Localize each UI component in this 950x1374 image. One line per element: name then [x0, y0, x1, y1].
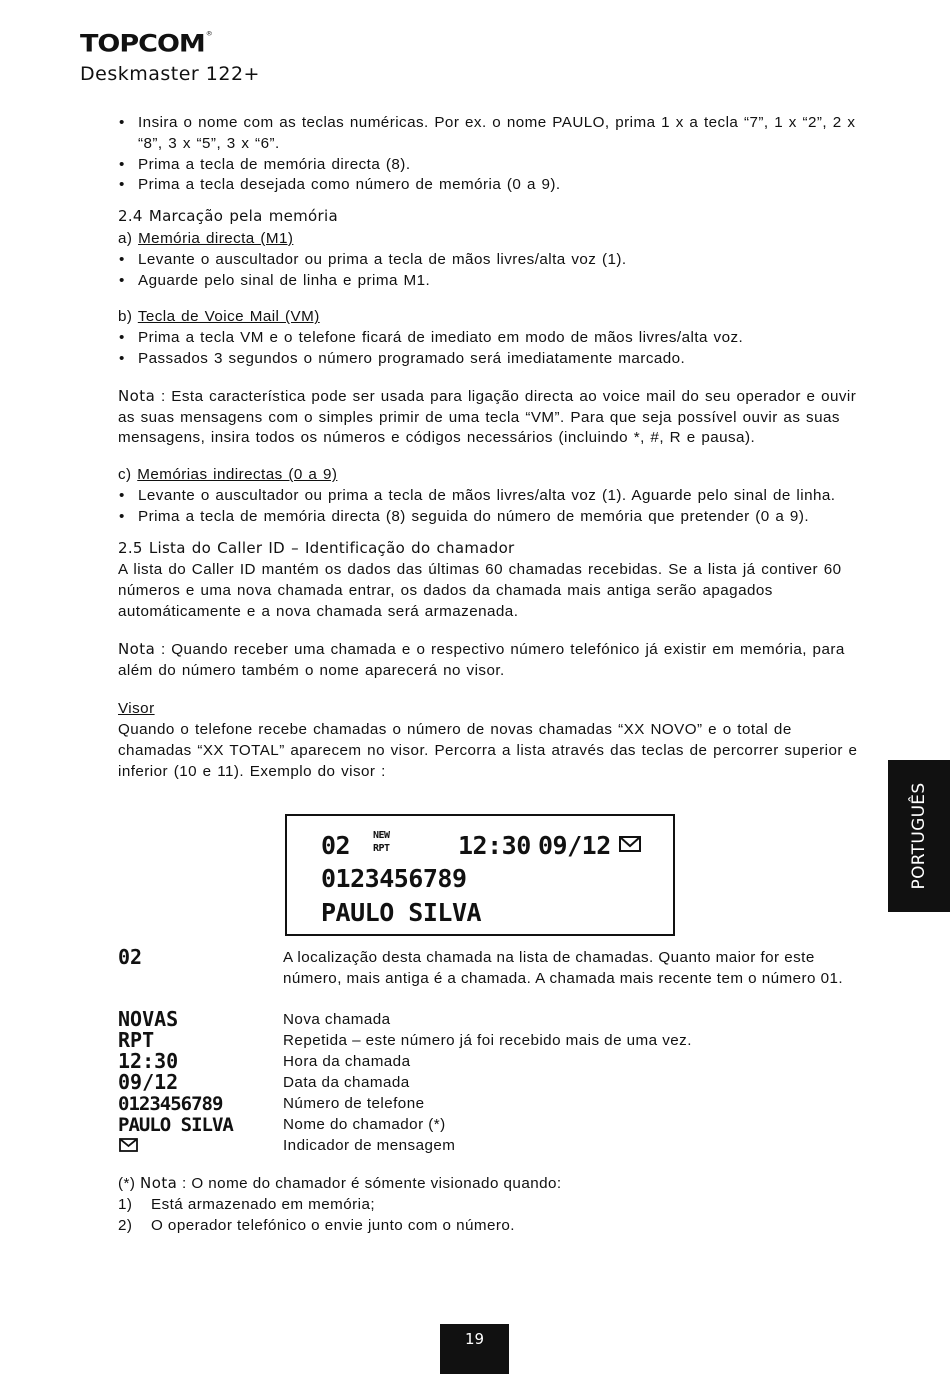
footnote [118, 1173, 863, 1236]
language-side-tab [888, 760, 950, 912]
legend-desc: Indicador de mensagem [283, 1137, 456, 1154]
footnote-item: 2) O operador telefónico o envie junto com o número. [118, 1216, 515, 1234]
section-heading-2-4: 2.4 Marcação pela memória [118, 207, 338, 226]
lcd-name: PAULO SILVA [321, 898, 482, 927]
legend-row [118, 1008, 863, 1029]
envelope-icon [118, 1134, 148, 1156]
lcd-time: 12:30 [458, 831, 531, 860]
subsection-a-title: a) Memória directa (M1) [118, 229, 294, 247]
legend-desc: Hora da chamada [283, 1053, 411, 1070]
registered-mark: ® [205, 30, 212, 38]
subsection-c-title: c) Memórias indirectas (0 a 9) [118, 466, 338, 484]
svg-text:12:30: 12:30 [118, 1050, 179, 1072]
intro-bullet: • Prima a tecla de memória directa (8). [118, 155, 863, 176]
brand-logo [80, 30, 212, 58]
legend-key-rpt [118, 1029, 268, 1051]
legend-row [118, 1092, 863, 1113]
visor-title: Visor [118, 700, 155, 718]
legend-desc: A localização desta chamada na lista de chamadas. Quanto maior for este número, mais antiga é a chamada. A chamada mais recente tem o número 01. [283, 949, 844, 987]
legend-key-number [118, 1092, 268, 1114]
legend-key-time [118, 1050, 268, 1072]
note-voicemail: Nota : Esta característica pode ser usada para ligação directa ao voice mail do seu operador e ouvir as suas mensagens com o simples primir de uma tecla “VM”. Para que seja possível ouvir as suas mensagens, insira todos os números e códigos necessários (incluindo *, #, R e pausa). [118, 386, 857, 447]
lcd-new-flag: NEW [373, 830, 390, 841]
legend-desc: Data da chamada [283, 1074, 410, 1091]
legend-desc: Repetida – este número já foi recebido mais de uma vez. [283, 1032, 692, 1049]
svg-text:RPT: RPT [118, 1029, 155, 1051]
subsection-b-bullet: • Passados 3 segundos o número programado será imediatamente marcado. [118, 349, 863, 370]
lcd-rpt-flag: RPT [373, 843, 390, 854]
envelope-icon [620, 837, 640, 851]
language-label: PORTUGUÊS [909, 782, 929, 890]
svg-text:PAULO SILVA: PAULO SILVA [118, 1114, 233, 1135]
note-caller-name: Nota : Quando receber uma chamada e o respectivo número telefónico já existir em memória, para além do número também o nome aparecerá no visor. [118, 639, 845, 679]
product-title: Deskmaster 122+ [80, 63, 260, 85]
note-label: Nota [118, 386, 156, 405]
legend-row [118, 1071, 863, 1092]
subsection-a-bullet: • Aguarde pelo sinal de linha e prima M1. [118, 271, 863, 292]
legend-row [118, 1050, 863, 1071]
legend-row [118, 1134, 863, 1155]
svg-text:NOVAS: NOVAS [118, 1008, 179, 1030]
legend-key-date [118, 1071, 268, 1093]
caller-id-body: A lista do Caller ID mantém os dados das últimas 60 chamadas recebidas. Se a lista já contiver 60 números e uma nova chamada entrar, os dados da chamada mais antiga serão apagados automáticamente e a nova chamada será armazenada. [118, 561, 842, 620]
lcd-svg [287, 816, 673, 934]
footnote-item: 1) Está armazenado em memória; [118, 1195, 376, 1213]
lcd-index: 02 [321, 831, 351, 860]
legend-row [118, 1113, 863, 1134]
subsection-c-bullet: • Prima a tecla de memória directa (8) seguida do número de memória que pretender (0 a 9). [118, 507, 863, 528]
page-number: 19 [440, 1324, 509, 1374]
legend-key-index [118, 946, 268, 968]
legend-row [118, 1029, 863, 1050]
intro-bullet: • Prima a tecla desejada como número de memória (0 a 9). [118, 175, 863, 196]
lcd-date: 09/12 [538, 831, 611, 860]
visor-text: Quando o telefone recebe chamadas o número de novas chamadas “XX NOVO” e o total de chamadas “XX TOTAL” aparecem no visor. Percorra a lista através das teclas de percorrer superior e inferior (10 e 11). Exemplo do visor : [118, 721, 858, 780]
legend-desc: Nova chamada [283, 1011, 391, 1028]
section-heading-2-5: 2.5 Lista do Caller ID – Identificação do chamador [118, 538, 515, 557]
svg-text:02: 02 [118, 946, 143, 968]
brand-name: TOPCOM [80, 30, 205, 58]
subsection-c-bullet: • Levante o auscultador ou prima a tecla de mãos livres/alta voz (1). Aguarde pelo sinal de linha. [118, 486, 863, 507]
legend-key-name [118, 1113, 268, 1135]
intro-bullet: • Insira o nome com as teclas numéricas. Por ex. o nome PAULO, prima 1 x a tecla “7”, 1 x “2”, 2 x “8”, 3 x “5”, 3 x “6”. [118, 113, 863, 155]
legend-desc: Nome do chamador (*) [283, 1116, 446, 1133]
svg-text:0123456789: 0123456789 [118, 1093, 223, 1114]
legend-row [118, 946, 863, 1010]
legend-desc: Número de telefone [283, 1095, 425, 1112]
main-content [118, 113, 863, 783]
legend-key-novas [118, 1008, 268, 1030]
note-label: Nota [118, 639, 156, 658]
lcd-number: 0123456789 [321, 864, 467, 893]
svg-text:09/12: 09/12 [118, 1071, 179, 1093]
lcd-display-example [285, 814, 675, 936]
subsection-b-title: b) Tecla de Voice Mail (VM) [118, 308, 320, 326]
footnote-note: (*) Nota : O nome do chamador é sómente visionado quando: [118, 1174, 562, 1192]
subsection-a-bullet: • Levante o auscultador ou prima a tecla de mãos livres/alta voz (1). [118, 250, 863, 271]
subsection-b-bullet: • Prima a tecla VM e o telefone ficará de imediato em modo de mãos livres/alta voz. [118, 328, 863, 349]
note-label: Nota [140, 1174, 178, 1192]
